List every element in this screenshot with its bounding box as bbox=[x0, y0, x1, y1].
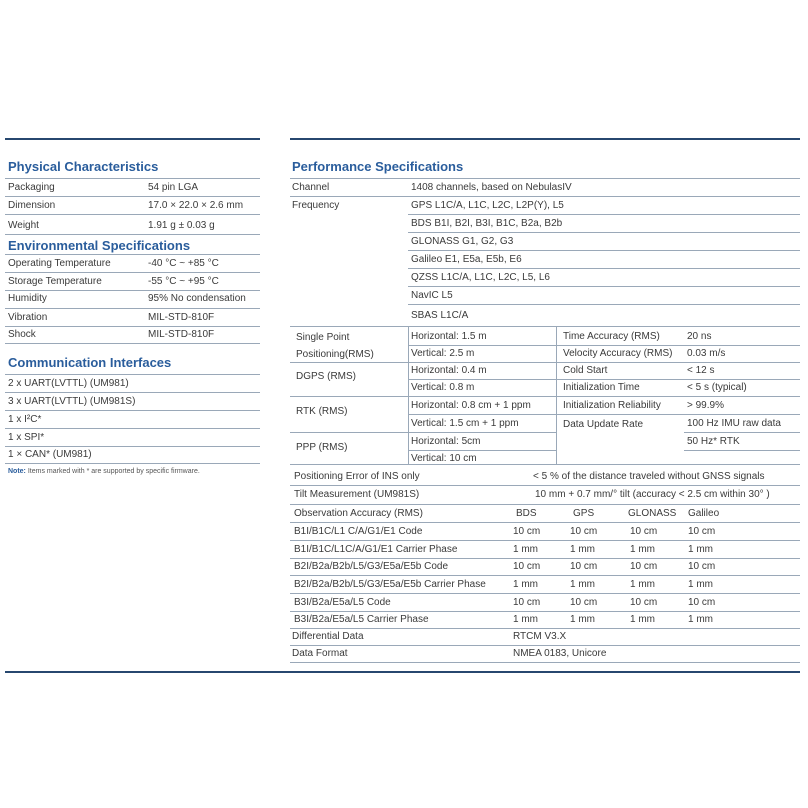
spec-label: Vibration bbox=[8, 312, 48, 323]
spec-label: Humidity bbox=[8, 293, 47, 304]
divider bbox=[5, 392, 260, 393]
divider bbox=[684, 432, 800, 433]
frequency-item: BDS B1I, B2I, B3I, B1C, B2a, B2b bbox=[411, 218, 563, 229]
spec-label: Shock bbox=[8, 329, 36, 340]
diff-label: Differential Data bbox=[292, 631, 364, 642]
obs-cell: 10 cm bbox=[513, 597, 541, 608]
left-top-rule bbox=[5, 138, 260, 140]
divider bbox=[290, 645, 800, 646]
dgps-label: DGPS (RMS) bbox=[296, 371, 356, 382]
obs-cell: 10 cm bbox=[570, 597, 598, 608]
divider bbox=[5, 446, 260, 447]
obs-header: GPS bbox=[573, 508, 595, 519]
interface-item: 1 × CAN* (UM981) bbox=[8, 449, 92, 460]
divider bbox=[290, 196, 800, 197]
divider bbox=[556, 362, 800, 363]
format-value: NMEA 0183, Unicore bbox=[513, 648, 607, 659]
timing-label: Initialization Time bbox=[563, 382, 640, 393]
divider bbox=[556, 379, 800, 380]
spp-label: Single Point bbox=[296, 332, 350, 343]
divider bbox=[408, 450, 556, 451]
divider bbox=[684, 450, 800, 451]
divider bbox=[408, 345, 556, 346]
tilt-value: 10 mm + 0.7 mm/° tilt (accuracy < 2.5 cm within 30° ) bbox=[535, 489, 770, 500]
frequency-item: GPS L1C/A, L1C, L2C, L2P(Y), L5 bbox=[411, 200, 564, 211]
communication-title: Communication Interfaces bbox=[8, 355, 172, 370]
divider bbox=[290, 396, 556, 397]
divider bbox=[290, 504, 800, 505]
timing-value: < 5 s (typical) bbox=[687, 382, 747, 393]
interface-item: 1 x I²C* bbox=[8, 414, 42, 425]
divider bbox=[5, 196, 260, 197]
spp-vertical: Vertical: 2.5 m bbox=[411, 348, 475, 359]
divider bbox=[408, 286, 800, 287]
divider bbox=[5, 272, 260, 273]
spec-value: -40 °C ~ +85 °C bbox=[148, 258, 219, 269]
obs-cell: 10 cm bbox=[570, 561, 598, 572]
obs-cell: 10 cm bbox=[513, 526, 541, 537]
obs-header: Observation Accuracy (RMS) bbox=[294, 508, 423, 519]
environmental-title: Environmental Specifications bbox=[8, 238, 191, 253]
obs-row-label: B1I/B1C/L1C/A/G1/E1 Carrier Phase bbox=[294, 544, 458, 555]
obs-cell: 10 cm bbox=[630, 597, 658, 608]
obs-cell: 1 mm bbox=[570, 614, 595, 625]
divider bbox=[5, 178, 260, 179]
divider bbox=[408, 232, 800, 233]
timing-label: Cold Start bbox=[563, 365, 608, 376]
timing-label: Time Accuracy (RMS) bbox=[563, 331, 660, 342]
divider bbox=[290, 540, 800, 541]
divider bbox=[290, 362, 556, 363]
spec-value: MIL-STD-810F bbox=[148, 312, 215, 323]
divider bbox=[5, 343, 260, 344]
footnote-label: Note: bbox=[8, 468, 26, 475]
obs-row-label: B2I/B2a/B2b/L5/G3/E5a/E5b Carrier Phase bbox=[294, 579, 486, 590]
timing-label: Initialization Reliability bbox=[563, 400, 661, 411]
spec-label: Storage Temperature bbox=[8, 276, 102, 287]
obs-cell: 1 mm bbox=[688, 579, 713, 590]
obs-row-label: B3I/B2a/E5a/L5 Carrier Phase bbox=[294, 614, 429, 625]
data-update-label: Data Update Rate bbox=[563, 419, 644, 430]
divider bbox=[5, 234, 260, 235]
divider bbox=[290, 432, 556, 433]
spec-value: 1.91 g ± 0.03 g bbox=[148, 220, 215, 231]
frequency-item: SBAS L1C/A bbox=[411, 310, 469, 321]
obs-cell: 1 mm bbox=[688, 614, 713, 625]
divider bbox=[290, 522, 800, 523]
obs-cell: 1 mm bbox=[513, 614, 538, 625]
divider bbox=[290, 628, 800, 629]
divider bbox=[290, 662, 800, 663]
obs-cell: 10 cm bbox=[688, 561, 716, 572]
divider bbox=[556, 414, 800, 415]
rtk-vertical: Vertical: 1.5 cm + 1 ppm bbox=[411, 418, 519, 429]
interface-item: 2 x UART(LVTTL) (UM981) bbox=[8, 378, 129, 389]
spec-value: 95% No condensation bbox=[148, 293, 246, 304]
divider bbox=[556, 396, 800, 397]
frequency-item: QZSS L1C/A, L1C, L2C, L5, L6 bbox=[411, 272, 550, 283]
obs-cell: 1 mm bbox=[630, 614, 655, 625]
divider bbox=[290, 326, 800, 327]
obs-cell: 10 cm bbox=[513, 561, 541, 572]
physical-title: Physical Characteristics bbox=[8, 159, 159, 174]
divider bbox=[290, 464, 800, 465]
obs-header: GLONASS bbox=[628, 508, 677, 519]
divider bbox=[5, 254, 260, 255]
divider bbox=[290, 575, 800, 576]
ppp-label: PPP (RMS) bbox=[296, 442, 348, 453]
ins-value: < 5 % of the distance traveled without GNSS signals bbox=[533, 471, 765, 482]
obs-cell: 10 cm bbox=[688, 526, 716, 537]
divider bbox=[5, 428, 260, 429]
right-top-rule bbox=[290, 138, 800, 140]
timing-value: < 12 s bbox=[687, 365, 715, 376]
obs-row-label: B2I/B2a/B2b/L5/G3/E5a/E5b Code bbox=[294, 561, 448, 572]
obs-cell: 1 mm bbox=[630, 544, 655, 555]
divider bbox=[290, 593, 800, 594]
rtk-label: RTK (RMS) bbox=[296, 406, 348, 417]
divider bbox=[5, 308, 260, 309]
spec-value: 54 pin LGA bbox=[148, 182, 199, 193]
ins-label: Positioning Error of INS only bbox=[294, 471, 420, 482]
obs-cell: 10 cm bbox=[570, 526, 598, 537]
interface-item: 1 x SPI* bbox=[8, 432, 45, 443]
divider bbox=[290, 611, 800, 612]
dgps-vertical: Vertical: 0.8 m bbox=[411, 382, 475, 393]
obs-cell: 1 mm bbox=[688, 544, 713, 555]
channel-value: 1408 channels, based on NebulasIV bbox=[411, 182, 572, 193]
obs-cell: 1 mm bbox=[630, 579, 655, 590]
timing-value: 0.03 m/s bbox=[687, 348, 726, 359]
divider bbox=[556, 345, 800, 346]
frequency-item: GLONASS G1, G2, G3 bbox=[411, 236, 514, 247]
frequency-item: NavIC L5 bbox=[411, 290, 453, 301]
channel-label: Channel bbox=[292, 182, 330, 193]
obs-cell: 1 mm bbox=[570, 544, 595, 555]
ppp-vertical: Vertical: 10 cm bbox=[411, 453, 477, 464]
performance-title: Performance Specifications bbox=[292, 159, 464, 174]
obs-cell: 10 cm bbox=[688, 597, 716, 608]
timing-value: 20 ns bbox=[687, 331, 712, 342]
tilt-label: Tilt Measurement (UM981S) bbox=[294, 489, 420, 500]
footnote-text: Items marked with * are supported by specific firmware. bbox=[25, 468, 200, 475]
ppp-horizontal: Horizontal: 5cm bbox=[411, 436, 481, 447]
spec-label: Dimension bbox=[8, 200, 56, 211]
obs-cell: 1 mm bbox=[513, 544, 538, 555]
dgps-horizontal: Horizontal: 0.4 m bbox=[411, 365, 487, 376]
obs-cell: 10 cm bbox=[630, 526, 658, 537]
divider bbox=[5, 326, 260, 327]
divider bbox=[408, 379, 556, 380]
divider bbox=[5, 290, 260, 291]
divider bbox=[408, 414, 556, 415]
obs-header: Galileo bbox=[688, 508, 720, 519]
divider bbox=[408, 304, 800, 305]
spec-label: Weight bbox=[8, 220, 39, 231]
footnote bbox=[8, 467, 200, 476]
obs-header: BDS bbox=[516, 508, 537, 519]
obs-cell: 1 mm bbox=[570, 579, 595, 590]
obs-row-label: B1I/B1C/L1 C/A/G1/E1 Code bbox=[294, 526, 423, 537]
spec-value: MIL-STD-810F bbox=[148, 329, 215, 340]
rtk-horizontal: Horizontal: 0.8 cm + 1 ppm bbox=[411, 400, 531, 411]
divider bbox=[290, 558, 800, 559]
divider bbox=[5, 410, 260, 411]
frequency-label: Frequency bbox=[292, 200, 340, 211]
frequency-item: Galileo E1, E5a, E5b, E6 bbox=[411, 254, 522, 265]
data-update-value: 50 Hz* RTK bbox=[687, 436, 740, 447]
timing-value: > 99.9% bbox=[687, 400, 724, 411]
timing-label: Velocity Accuracy (RMS) bbox=[563, 348, 673, 359]
spec-label: Packaging bbox=[8, 182, 55, 193]
spec-value: 17.0 × 22.0 × 2.6 mm bbox=[148, 200, 244, 211]
divider bbox=[290, 485, 800, 486]
obs-cell: 1 mm bbox=[513, 579, 538, 590]
interface-item: 3 x UART(LVTTL) (UM981S) bbox=[8, 396, 136, 407]
page-bottom-rule bbox=[5, 671, 800, 673]
divider bbox=[290, 178, 800, 179]
divider bbox=[5, 214, 260, 215]
spp-label: Positioning(RMS) bbox=[296, 349, 374, 360]
obs-row-label: B3I/B2a/E5a/L5 Code bbox=[294, 597, 391, 608]
divider bbox=[408, 214, 800, 215]
diff-value: RTCM V3.X bbox=[513, 631, 567, 642]
obs-cell: 10 cm bbox=[630, 561, 658, 572]
spec-label: Operating Temperature bbox=[8, 258, 111, 269]
format-label: Data Format bbox=[292, 648, 348, 659]
divider bbox=[408, 250, 800, 251]
spp-horizontal: Horizontal: 1.5 m bbox=[411, 331, 487, 342]
divider bbox=[5, 374, 260, 375]
spec-value: -55 °C ~ +95 °C bbox=[148, 276, 219, 287]
data-update-value: 100 Hz IMU raw data bbox=[687, 418, 781, 429]
divider bbox=[408, 268, 800, 269]
divider bbox=[5, 463, 260, 464]
